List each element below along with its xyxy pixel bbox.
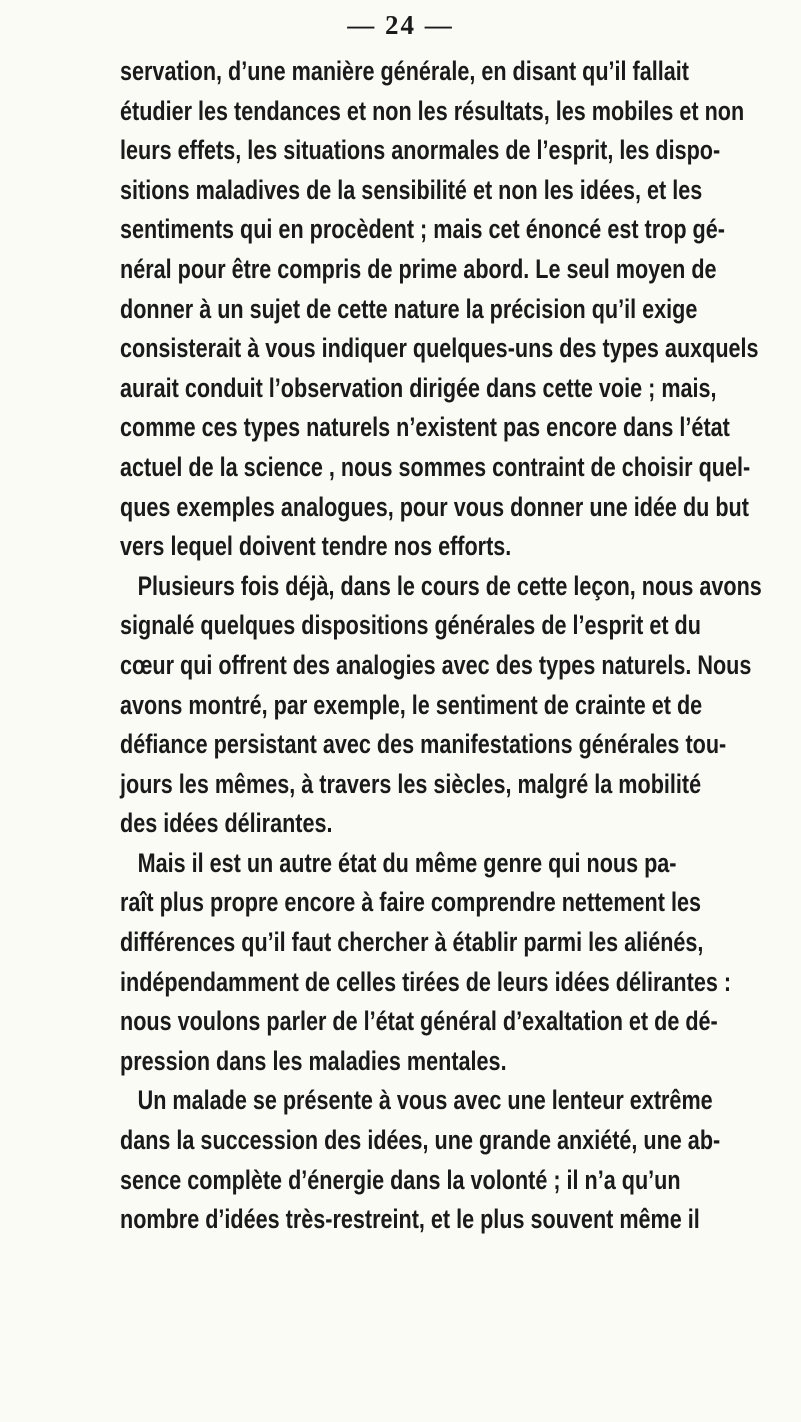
text-line: servation, d’une manière générale, en disant qu’il fallait (120, 56, 689, 86)
page-number: — 24 — (347, 10, 454, 40)
paragraph-start-line: Plusieurs fois déjà, dans le cours de cette leçon, nous avons (137, 570, 762, 601)
text-line: sentiments qui en procèdent ; mais cet énoncé est trop gé- (120, 214, 725, 245)
text-line: nombre d’idées très-restreint, et le plus souvent même il (120, 1204, 700, 1235)
text-line: donner à un sujet de cette nature la précision qu’il exige (120, 293, 698, 324)
text-line: avons montré, par exemple, le sentiment de crainte et de (120, 689, 703, 720)
text-line: vers lequel doivent tendre nos efforts. (120, 531, 512, 562)
text-line: des idées délirantes. (120, 808, 333, 839)
text-line: étudier les tendances et non les résultats, les mobiles et non (120, 95, 745, 126)
text-line: jours les mêmes, à travers les siècles, malgré la mobilité (120, 768, 702, 799)
text-line: ques exemples analogues, pour vous donner une idée du but (120, 491, 749, 522)
paragraph-start-line: Mais il est un autre état du même genre qui nous pa- (137, 847, 677, 878)
text-line: consisterait à vous indiquer quelques-uns des types auxquels (120, 333, 759, 364)
text-line: indépendamment de celles tirées de leurs idées délirantes : (120, 966, 732, 997)
text-line: raît plus propre encore à faire comprendre nettement les (120, 887, 701, 918)
text-line: comme ces types naturels n’existent pas encore dans l’état (120, 412, 730, 443)
body-text (120, 52, 800, 1240)
text-line: actuel de la science , nous sommes contraint de choisir quel- (120, 451, 751, 482)
text-line: sitions maladives de la sensibilité et non les idées, et les (120, 174, 703, 205)
text-line: cœur qui offrent des analogies avec des types naturels. Nous (120, 649, 752, 680)
text-line: sence complète d’énergie dans la volonté ; il n’a qu’un (120, 1164, 681, 1195)
text-line: aurait conduit l’observation dirigée dans cette voie ; mais, (120, 372, 717, 403)
paragraph-start-line: Un malade se présente à vous avec une lenteur extrême (137, 1085, 713, 1116)
text-line: dans la succession des idées, une grande anxiété, une ab- (120, 1125, 721, 1156)
text-line: différences qu’il faut chercher à établir parmi les aliénés, (120, 927, 704, 958)
text-line: leurs effets, les situations anormales de l’esprit, les dispo- (120, 135, 721, 166)
text-line: nous voulons parler de l’état général d’exaltation et de dé- (120, 1006, 718, 1037)
text-line: pression dans les maladies mentales. (120, 1045, 507, 1076)
text-line: signalé quelques dispositions générales de l’esprit et du (120, 610, 701, 641)
text-line: néral pour être compris de prime abord. Le seul moyen de (120, 253, 717, 284)
text-line: défiance persistant avec des manifestations générales tou- (120, 729, 727, 760)
